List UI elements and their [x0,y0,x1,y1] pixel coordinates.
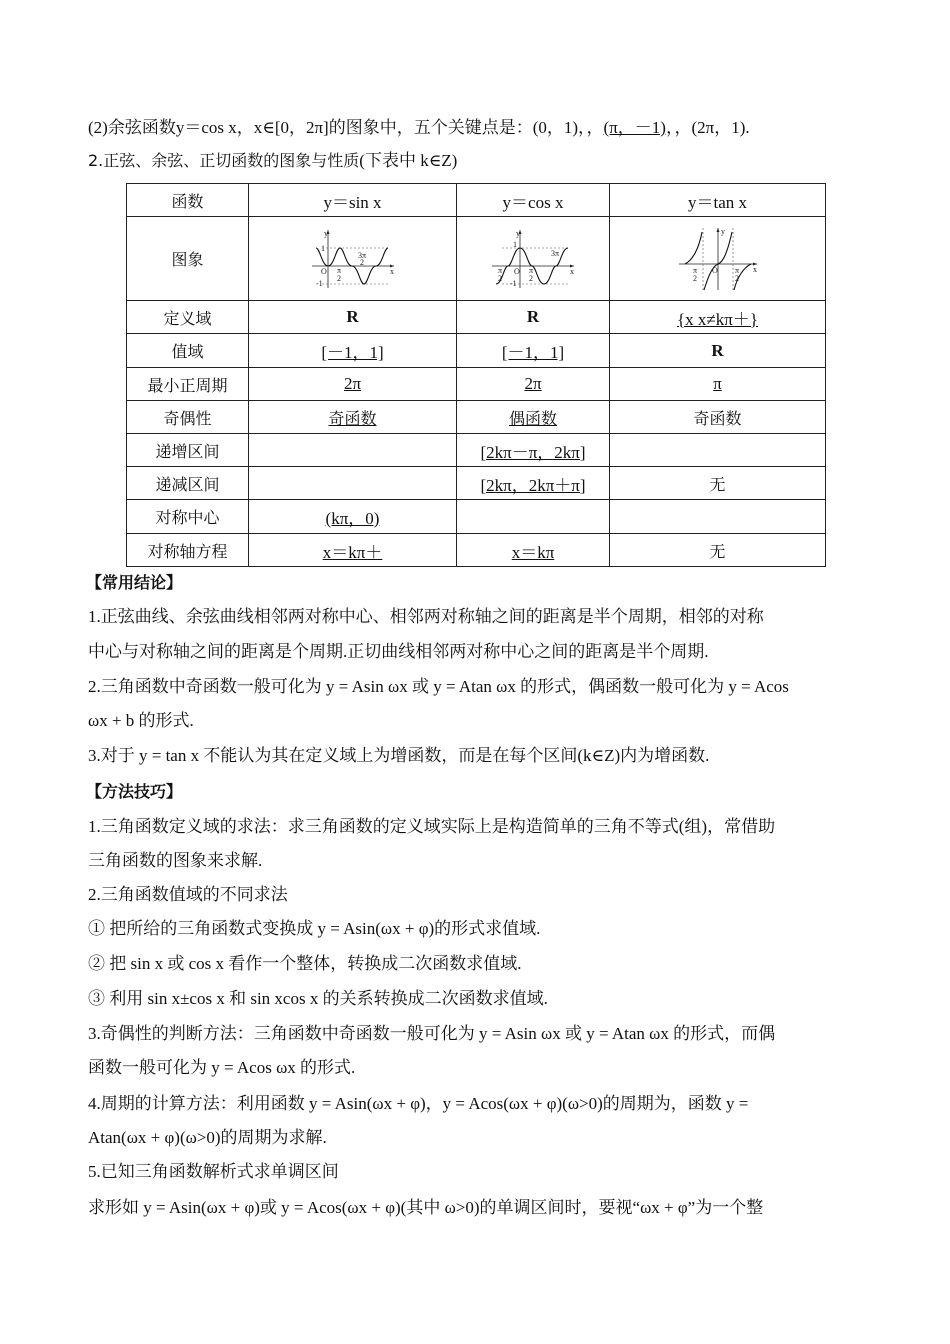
tan-label-pi: π [734,265,739,275]
sin-label-three-pi: 3π [357,250,366,260]
table-row-graph [127,217,826,301]
method-line-12: 求形如 y = Asin(ωx + φ)或 y = Acos(ωx + φ)(其中 ω>0)的单调区间时，要视“ωx + φ”为一个整 [88,1198,764,1217]
conclusion-line-5: 3.对于 y = tan x 不能认为其在定义域上为增函数，而是在每个区间(k∈Z)内为增函数. [88,746,710,765]
table-row-center [127,500,826,534]
row-label-parity: 奇偶性 [127,401,249,434]
header-function: 函数 [127,184,249,217]
sin-label-x: x [389,266,394,276]
conclusions-title: 【常用结论】 [86,573,183,592]
row-label-range: 值域 [127,334,249,368]
domain-cos: R [457,301,610,334]
method-line-11: 5.已知三角函数解析式求单调区间 [88,1162,339,1181]
tan-curve-left [685,232,702,264]
axis-tan: 无 [610,534,826,567]
method-line-2: 三角函数的图象来求解. [88,851,263,870]
cos-graph-cell [457,217,610,301]
conclusion-line-2: 中心与对称轴之间的距离是个周期.正切曲线相邻两对称中心之间的距离是半个周期. [88,642,709,661]
tan-label-two: 2 [734,273,739,283]
method-line-9: 4.周期的计算方法：利用函数 y = Asin(ωx + φ)，y = Acos(ωx + φ)(ω>0)的周期为，函数 y = [88,1094,749,1113]
cos-label-pi: π [529,265,534,275]
method-line-4: ① 把所给的三角函数式变换成 y = Asin(ωx + φ)的形式求值域. [88,919,541,938]
tan-label-neg-pi: π [692,265,697,275]
cos-label-x: x [570,266,574,276]
intro-line-1-text: (2)余弦函数y＝cos x，x∈[0，2π]的图象中，五个关键点是：(0，1)，， [88,118,604,137]
decreasing-sin [249,467,457,500]
row-label-center: 对称中心 [127,500,249,534]
section-title-text: 2.正弦、余弦、正切函数的图象与性质 [88,151,360,170]
tan-label-y: y [720,226,725,236]
intro-line-1 [88,117,750,139]
method-line-8: 函数一般可化为 y = Acos ωx 的形式. [88,1058,356,1077]
sin-label-pi: π [336,265,341,275]
sin-label-two-b: 2 [359,257,364,267]
center-cos [457,500,610,534]
graph-row-label: 图象 [127,217,249,301]
cos-label-origin: O [514,266,520,276]
parity-tan: 奇函数 [610,401,826,434]
sin-curve [316,248,388,284]
sin-label-origin: O [320,266,327,276]
center-tan [610,500,826,534]
method-line-1: 1.三角函数定义域的求法：求三角函数的定义域实际上是构造简单的三角不等式(组)，常借助 [88,817,776,836]
header-tan: y＝tan x [610,184,826,217]
increasing-tan [610,434,826,467]
increasing-sin [249,434,457,467]
table-row-decreasing [127,467,826,500]
row-label-increasing: 递增区间 [127,434,249,467]
domain-tan: {x x≠kπ＋} [610,301,826,334]
header-cos: y＝cos x [457,184,610,217]
cos-label-three-pi: 3π [551,248,560,258]
period-sin: 2π [249,368,457,401]
axis-cos: x＝kπ [457,534,610,567]
cos-label-neg-two: 2 [498,273,502,283]
row-label-domain: 定义域 [127,301,249,334]
trig-properties-table [126,183,826,567]
section-title [88,150,457,172]
tan-graph-cell [610,217,826,301]
row-label-decreasing: 递减区间 [127,467,249,500]
sin-graph [308,226,398,292]
cos-label-neg-pi: π [498,265,503,275]
range-sin: [－1，1] [249,334,457,368]
conclusion-line-1: 1.正弦曲线、余弦曲线相邻两对称中心、相邻两对称轴之间的距离是半个周期，相邻的对称 [88,607,764,626]
axis-sin: x＝kπ＋ [249,534,457,567]
cos-label-neg-one: -1 [510,278,517,288]
period-cos: 2π [457,368,610,401]
table-row-period [127,368,826,401]
section-title-note: (下表中 k∈Z) [359,151,458,170]
key-point-pi: (π，－1) [603,118,666,137]
decreasing-tan: 无 [610,467,826,500]
cos-label-one: 1 [513,239,517,249]
conclusion-line-3: 2.三角函数中奇函数一般可化为 y = Asin ωx 或 y = Atan ωx 的形式，偶函数一般可化为 y = Acos [88,677,789,696]
table-row-parity [127,401,826,434]
range-tan: R [610,334,826,368]
table-row-increasing [127,434,826,467]
tan-label-neg-two: 2 [692,273,697,283]
method-line-6: ③ 利用 sin x±cos x 和 sin xcos x 的关系转换成二次函数求值域. [88,989,548,1008]
sin-label-two: 2 [336,273,341,283]
range-cos: [－1，1] [457,334,610,368]
tan-graph [673,224,763,294]
cos-label-two: 2 [529,273,533,283]
sin-label-y: y [323,228,328,238]
tan-label-x: x [752,264,757,274]
row-label-axis: 对称轴方程 [127,534,249,567]
tan-y-arrow-icon [716,228,719,232]
method-line-3: 2.三角函数值域的不同求法 [88,885,288,904]
period-tan: π [610,368,826,401]
parity-sin: 奇函数 [249,401,457,434]
method-line-5: ② 把 sin x 或 cos x 看作一个整体，转换成二次函数求值域. [88,954,522,973]
row-label-period: 最小正周期 [127,368,249,401]
table-row-domain [127,301,826,334]
sin-label-neg-one: -1 [315,278,323,288]
conclusion-line-4: ωx + b 的形式. [88,711,194,730]
cos-graph [488,226,578,292]
decreasing-cos: [2kπ，2kπ＋π] [457,467,610,500]
table-row-axis [127,534,826,567]
intro-line-1-tail: ，，(2π，1). [665,118,750,137]
parity-cos: 偶函数 [457,401,610,434]
table-header-row [127,184,826,217]
cos-label-y: y [516,228,520,238]
center-sin: (kπ，0) [249,500,457,534]
increasing-cos: [2kπ－π，2kπ] [457,434,610,467]
table-row-range [127,334,826,368]
method-line-10: Atan(ωx + φ)(ω>0)的周期为求解. [88,1128,327,1147]
method-line-7: 3.奇偶性的判断方法：三角函数中奇函数一般可化为 y = Asin ωx 或 y = Atan ωx 的形式，而偶 [88,1024,776,1043]
domain-sin: R [249,301,457,334]
sin-label-one: 1 [320,243,325,253]
methods-title: 【方法技巧】 [86,782,183,801]
tan-label-origin: O [711,265,718,275]
sin-graph-cell [249,217,457,301]
header-sin: y＝sin x [249,184,457,217]
